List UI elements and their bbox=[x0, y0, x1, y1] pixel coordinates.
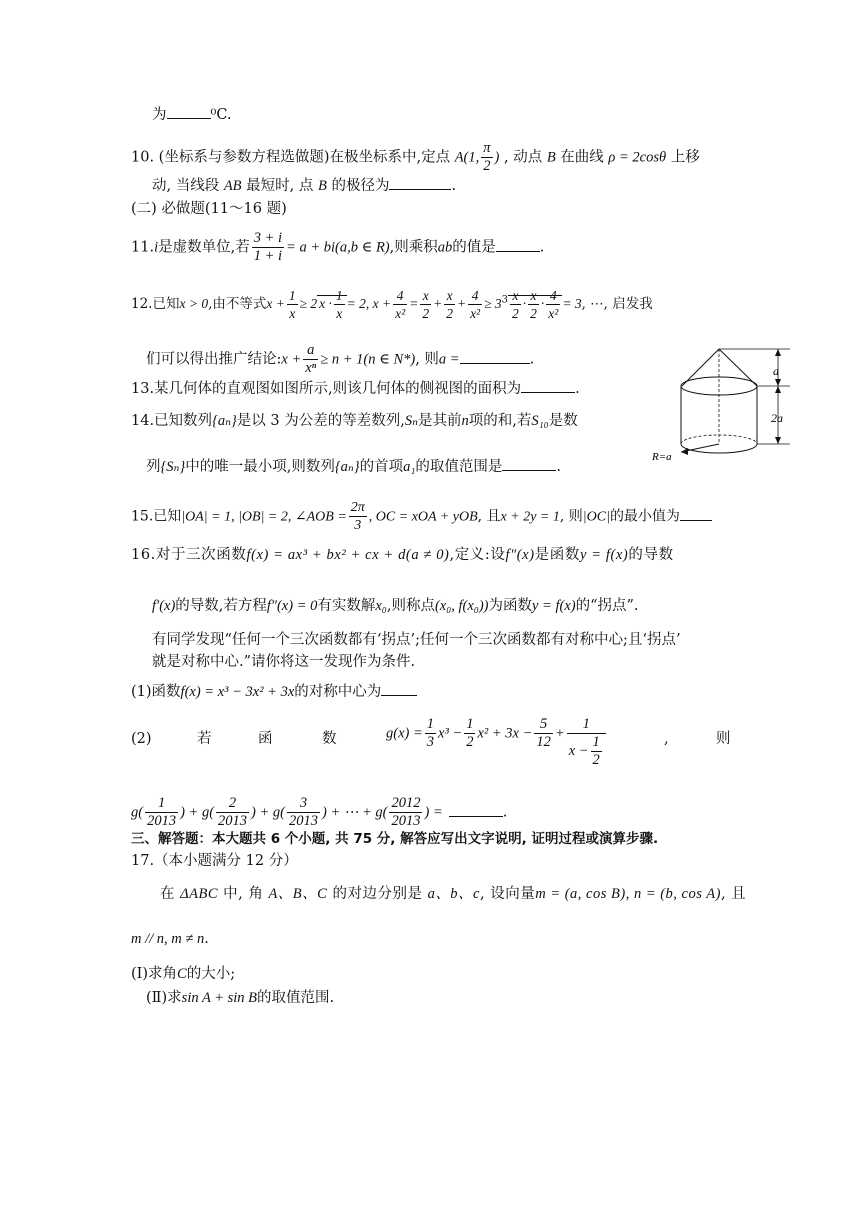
q11-ab: ab bbox=[437, 239, 453, 256]
q17-m: m = (a, cos B), n = (b, cos A) bbox=[535, 886, 721, 902]
arrow-down bbox=[775, 379, 781, 386]
q16-eq: f″(x) = 0 bbox=[266, 598, 318, 614]
q17-title: 17.（本小题满分 12 分） bbox=[131, 853, 298, 869]
g-plus: + bbox=[554, 725, 565, 742]
q16-pt: (x₀, f(x₀)) bbox=[434, 598, 489, 614]
q12-eq: = bbox=[409, 296, 419, 311]
q12-cond: x > 0 bbox=[179, 296, 209, 311]
q17-l1c: 的对边分别是 bbox=[332, 886, 423, 902]
q15-m2: , OC = xOA + yOB bbox=[368, 509, 478, 525]
q16-sum bbox=[131, 795, 507, 830]
q10-close: ) bbox=[494, 149, 500, 166]
q11-text3: 的值是 bbox=[452, 239, 496, 256]
label-2a: 2a bbox=[771, 411, 783, 425]
dot: · bbox=[522, 296, 527, 311]
q14-a1: a₁ bbox=[403, 459, 416, 475]
q16-x0: x₀ bbox=[375, 598, 387, 614]
q17-l1d: , 设向量 bbox=[480, 886, 536, 902]
q17-cond bbox=[131, 929, 209, 949]
arrow-up bbox=[775, 349, 781, 356]
q12-m3: = 2, x + bbox=[346, 296, 392, 311]
radius-arrowhead bbox=[681, 448, 688, 455]
cone-cylinder-figure bbox=[640, 344, 800, 464]
frac: $\frac{x}{2}$ bbox=[422, 288, 430, 321]
answer-blank bbox=[680, 506, 712, 521]
frac: $\frac{2\pi}{3}$ bbox=[350, 500, 365, 533]
q12-rad: x · bbox=[319, 296, 332, 311]
q14-end: . bbox=[556, 459, 561, 475]
q12-end: . bbox=[529, 351, 535, 368]
frac: $\frac{5}{12}$ bbox=[536, 716, 551, 750]
q17-c: C bbox=[177, 966, 187, 982]
q17-angles: A、B、C bbox=[268, 886, 328, 902]
q9-tail bbox=[152, 104, 232, 125]
q12-xplus: x + bbox=[281, 351, 302, 368]
q16-l1a: 16.对于三次函数 bbox=[131, 547, 247, 563]
q16-then: 则 bbox=[716, 731, 731, 747]
sum-b: ) + g( bbox=[180, 804, 215, 821]
section-3-heading: 三、解答题：本大题共 6 个小题, 共 75 分, 解答应写出文字说明, 证明过程或演算步骤. bbox=[131, 831, 659, 847]
q13-line bbox=[131, 378, 580, 399]
q14-sn: Sₙ bbox=[404, 413, 418, 429]
q14-l2c: 的首项 bbox=[359, 459, 404, 475]
q16-line2 bbox=[152, 596, 639, 616]
q17-cond-end: . bbox=[204, 931, 209, 947]
sum-e: ) = bbox=[424, 804, 443, 821]
q15-t2: , 则 bbox=[559, 508, 583, 525]
q17-p1b: 的大小; bbox=[186, 966, 236, 982]
q16-l1c: 是函数 bbox=[534, 547, 580, 563]
answer-blank bbox=[521, 378, 575, 393]
q12-l2a: 们可以得出推广结论: bbox=[146, 351, 282, 368]
answer-blank bbox=[449, 802, 503, 817]
q12-gen: ≥ n + 1(n ∈ N*) bbox=[320, 351, 416, 368]
q16-l2d: ,则称点 bbox=[386, 598, 435, 614]
q17-cond: m // n, m ≠ n bbox=[131, 931, 205, 947]
frac: $\frac{x}{2}$ bbox=[512, 288, 519, 322]
section-2-heading: (二) 必做题(11～16 题) bbox=[131, 201, 287, 217]
arrow-down bbox=[775, 437, 781, 444]
q16-fpp: f″(x) bbox=[505, 547, 535, 563]
q17-l1b: 中, 角 bbox=[223, 886, 264, 902]
answer-blank bbox=[381, 681, 417, 696]
q17-sinsum: sin A + sin B bbox=[181, 990, 257, 1006]
q14-s10: S₁₀ bbox=[531, 413, 549, 429]
q15-m3: x + 2y = 1 bbox=[500, 509, 560, 525]
q15-m1: |OA| = 1, |OB| = 2, ∠AOB = bbox=[181, 509, 347, 525]
q10-curve: ρ = 2cosθ bbox=[608, 149, 667, 166]
q11-end: . bbox=[539, 239, 545, 256]
q11-text2: ,则乘积 bbox=[389, 239, 438, 256]
q16-p1a: (1)函数 bbox=[131, 684, 181, 700]
q15-t1: , 且 bbox=[477, 508, 501, 525]
q16-p2-word2: 函 bbox=[258, 731, 273, 747]
frac: $\frac{1}{2}$ bbox=[592, 734, 600, 768]
q16-end: . bbox=[502, 804, 508, 821]
q10-text2: , 动点 bbox=[503, 149, 543, 166]
cone-right-edge bbox=[719, 349, 757, 386]
pi-over-2: $\frac{\pi}{2}$ bbox=[483, 140, 491, 174]
q10-b2: B bbox=[317, 178, 327, 194]
g-def: g(x) = bbox=[386, 725, 423, 742]
g-den-a: x − bbox=[568, 742, 589, 759]
q17-p2: (Ⅱ)求 bbox=[146, 990, 182, 1006]
q14-l2b: 中的唯一最小项,则数列 bbox=[185, 459, 335, 475]
q16-p2-label: (2) bbox=[131, 731, 152, 747]
q14-n: n bbox=[461, 413, 469, 429]
q16-comma: , bbox=[664, 731, 669, 747]
q12-tail: , ⋯, 启发我 bbox=[581, 296, 653, 312]
label-r: R=a bbox=[652, 451, 672, 463]
frac: $\frac{3}{2013}$ bbox=[289, 795, 318, 829]
q16-yfx2: y = f(x) bbox=[532, 598, 576, 614]
q16-p1f: f(x) = x³ − 3x² + 3x bbox=[180, 684, 295, 700]
q16-l2e: 为函数 bbox=[488, 598, 532, 614]
q10-l2a: 动, 当线段 bbox=[152, 178, 220, 194]
q10-b: B bbox=[546, 149, 556, 166]
q17-p2b: 的取值范围. bbox=[257, 990, 335, 1006]
q15-t3: 的最小值为 bbox=[609, 508, 680, 525]
answer-blank bbox=[167, 104, 211, 119]
q17-line1 bbox=[160, 884, 746, 904]
q10-ab: AB bbox=[223, 178, 242, 194]
answer-blank bbox=[502, 456, 556, 471]
q16-g-def bbox=[386, 716, 608, 769]
q12-l2b: , 则 bbox=[415, 351, 439, 368]
q10-text: (坐标系与参数方程选做题)在极坐标系中,定点 bbox=[158, 149, 451, 166]
q16-p1b: 的对称中心为 bbox=[294, 684, 382, 700]
q11-number: 11. bbox=[131, 239, 155, 256]
q11-line bbox=[131, 230, 544, 265]
q17-sides: a、b、c bbox=[427, 886, 480, 902]
q13-text: 13.某几何体的直观图如图所示,则该几何体的侧视图的面积为 bbox=[131, 381, 522, 397]
g-x3: x³ − bbox=[438, 725, 463, 742]
q16-l1b: ,定义:设 bbox=[449, 547, 506, 563]
q15-m4: |OC| bbox=[582, 509, 610, 525]
q12-m1: x + bbox=[266, 296, 285, 311]
q14-an: {aₙ} bbox=[212, 413, 237, 429]
q16-part1 bbox=[131, 681, 417, 702]
frac: $\frac{a}{\text{xⁿ}}$ bbox=[305, 342, 317, 376]
q10-end: . bbox=[451, 178, 457, 194]
frac: $\frac{2012}{2013}$ bbox=[391, 795, 421, 829]
q14-sn2: {Sₙ} bbox=[160, 459, 186, 475]
q16-l2b: 的导数,若方程 bbox=[175, 598, 267, 614]
q14-an2: {aₙ} bbox=[334, 459, 360, 475]
q16-fx: f(x) = ax³ + bx² + cx + d(a ≠ 0) bbox=[246, 547, 450, 563]
frac-nested: 1 x − $\frac{1}{2}$ bbox=[567, 716, 606, 769]
q11-text: 是虚数单位,若 bbox=[158, 239, 250, 256]
q9-prefix: 为 bbox=[152, 107, 167, 123]
q12-text: ,由不等式 bbox=[208, 296, 267, 312]
frac: $\frac{x}{2}$ bbox=[530, 288, 537, 322]
arrow-up bbox=[775, 386, 781, 393]
q16-line1 bbox=[131, 545, 674, 565]
q13-end: . bbox=[575, 381, 580, 397]
cube-root-index: 3 bbox=[501, 294, 509, 306]
q12-plus: + bbox=[456, 296, 467, 311]
q10-l2c: 的极径为 bbox=[331, 178, 390, 194]
q10-line1 bbox=[131, 140, 700, 175]
g-x2: x² + 3x − bbox=[477, 725, 533, 742]
q12-plus: + bbox=[433, 296, 443, 311]
q16-line4: 就是对称中心.”请你将这一发现作为条件. bbox=[152, 654, 416, 670]
dot: · bbox=[540, 296, 545, 311]
cylinder-bottom-front bbox=[681, 444, 757, 453]
q12-eq3: = 3 bbox=[562, 296, 582, 311]
q15-number: 15.已知 bbox=[131, 508, 182, 525]
q14-line2 bbox=[146, 456, 561, 477]
q9-unit: ⁰C. bbox=[210, 107, 232, 123]
answer-blank bbox=[496, 237, 540, 252]
frac: $\frac{x}{2}$ bbox=[446, 288, 453, 321]
q16-l2c: 有实数解 bbox=[317, 598, 376, 614]
q14-l2a: 列 bbox=[146, 459, 161, 475]
q16-yfx: y = f(x) bbox=[579, 547, 629, 563]
sum-c: ) + g( bbox=[251, 804, 285, 821]
q12-line1 bbox=[131, 287, 653, 322]
q12-ge: ≥ 3 bbox=[484, 296, 502, 311]
q10-text4: 上移 bbox=[670, 149, 700, 166]
q10-number: 10. bbox=[131, 149, 155, 166]
q17-p1: (Ⅰ)求角 bbox=[131, 966, 178, 982]
frac: $\frac{1}{3}$ bbox=[426, 716, 435, 750]
frac: $\frac{2}{2013}$ bbox=[218, 795, 248, 829]
q16-line3: 有同学发现“任何一个三次函数都有‘拐点’;任何一个三次函数都有对称中心;且‘拐点’ bbox=[152, 632, 681, 648]
q14-l1a: 14.已知数列 bbox=[131, 413, 213, 429]
frac: $\frac{1}{2013}$ bbox=[147, 795, 177, 829]
frac: $\frac{4}{\text{x²}}$ bbox=[548, 288, 559, 322]
q17-part1 bbox=[131, 964, 235, 984]
sum-a: g( bbox=[131, 804, 144, 821]
q12-number: 12.已知 bbox=[131, 296, 180, 312]
q14-l1d: 项的和,若 bbox=[468, 413, 532, 429]
q12-m2: ≥ 2 bbox=[299, 296, 318, 311]
q11-fraction: $\frac{3 + i}{1 + i}$ bbox=[253, 230, 283, 264]
q16-p2-word1: 若 bbox=[197, 731, 212, 747]
q14-l2d: 的取值范围是 bbox=[415, 459, 503, 475]
q11-eq: = a + bi(a,b ∈ R) bbox=[286, 239, 390, 256]
answer-blank bbox=[389, 175, 451, 190]
q17-part2 bbox=[146, 988, 334, 1008]
q17-tri: ΔABC bbox=[180, 886, 219, 902]
sum-d: ) + ⋯ + g( bbox=[322, 804, 388, 821]
q10-point-a: A(1, bbox=[454, 149, 480, 166]
q16-fp: f′(x) bbox=[152, 598, 176, 614]
q12-aeq: a = bbox=[438, 351, 460, 368]
q16-l1d: 的导数 bbox=[628, 547, 674, 563]
sqrt bbox=[317, 288, 347, 322]
q14-l1c: 是其前 bbox=[418, 413, 462, 429]
q12-line2 bbox=[146, 342, 534, 377]
q10-line2 bbox=[152, 175, 456, 196]
cbrt bbox=[508, 288, 562, 322]
q15-line bbox=[131, 499, 712, 534]
q17-l1e: , 且 bbox=[720, 886, 747, 902]
q14-l1b: 是以 3 为公差的等差数列, bbox=[236, 413, 405, 429]
frac: $\frac{4}{\text{x²}}$ bbox=[395, 288, 406, 321]
label-a: a bbox=[773, 364, 779, 378]
frac: $\frac{4}{\text{x²}}$ bbox=[470, 288, 481, 321]
frac: $\frac{1}{x}$ bbox=[288, 288, 296, 321]
frac: $\frac{1}{2}$ bbox=[466, 716, 474, 750]
frac: $\frac{1}{x}$ bbox=[335, 288, 343, 322]
answer-blank bbox=[460, 349, 530, 364]
q14-l1e: 是数 bbox=[548, 413, 578, 429]
q14-line1 bbox=[131, 411, 578, 431]
q16-p2-word3: 数 bbox=[322, 731, 337, 747]
q11-i: i bbox=[154, 239, 159, 256]
q17-l1a: 在 bbox=[160, 886, 175, 902]
q16-l2f: 的“拐点”. bbox=[575, 598, 639, 614]
q10-l2b: 最短时, 点 bbox=[246, 178, 314, 194]
q10-text3: 在曲线 bbox=[560, 149, 604, 166]
